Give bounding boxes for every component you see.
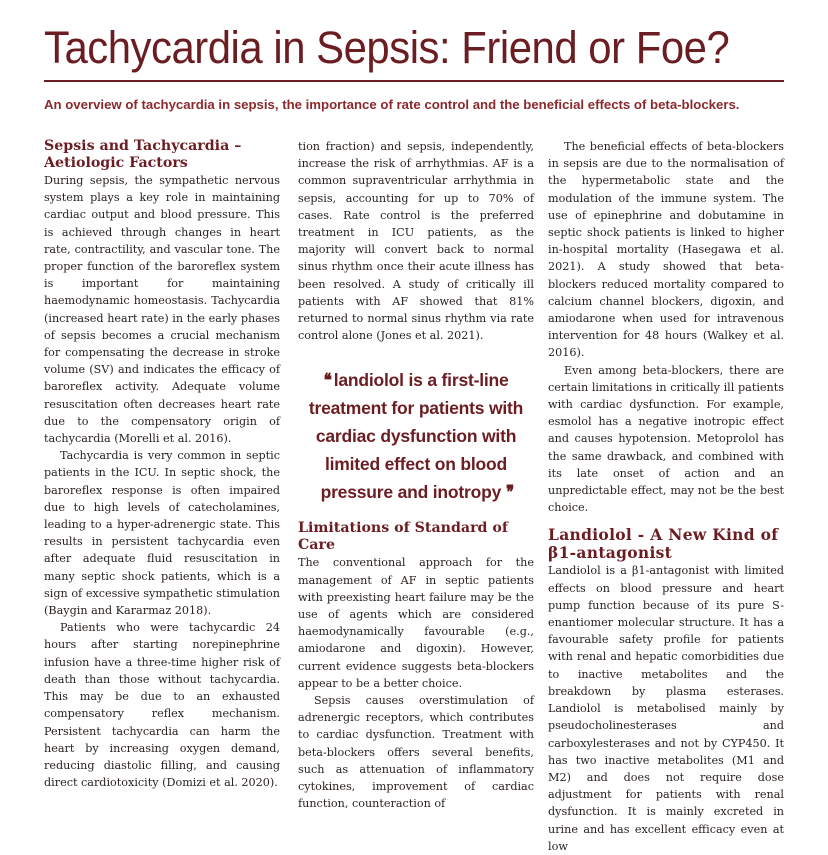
paragraph: Even among beta-blockers, there are certain limitations in critically ill patients with cardiac dysfunction. For example, esmolol has a negative inotropic effect and causes hypotension. Metoprolol has the same drawback, and combined with its late onset of action and an unpredictable effect, may not be the best choice.: [548, 363, 784, 515]
pull-quote-text: landiolol is a first-line treatment for patients with cardiac dysfunction with limited effect on blood pressure and inotropy: [308, 370, 524, 503]
paragraph: tion fraction) and sepsis, independently, increase the risk of arrhythmias. AF is a common supraventricular arrhythmia in sepsis, accounting for up to 70% of cases. Rate control is the preferred treatment in ICU patients, as the majority will convert back to normal sinus rhythm once their acute illness has been resolved. A study of critically ill patients with AF showed that 81% returned to normal sinus rhythm via rate control alone (Jones et al. 2021).: [298, 140, 534, 343]
pull-quote: [298, 366, 534, 506]
paragraph: During sepsis, the sympathetic nervous system plays a key role in maintaining cardiac output and blood pressure. This is achieved through changes in heart rate, contractility, and vascular tone. The proper function of the baroreflex system is important for maintaining haemodynamic homeostasis. Tachycardia (increased heart rate) in the early phases of sepsis becomes a crucial mechanism for compensating the decrease in stroke volume (SV) and indicates the efficacy of baroreflex activity. Adequate volume resuscitation often decreases heart rate due to the compensatory origin of tachycardia (Morelli et al. 2016).: [44, 174, 280, 446]
section-heading-limitations: Limitations of Standard of Care: [298, 520, 508, 554]
article-subtitle: An overview of tachycardia in sepsis, the importance of rate control and the beneficial effects of beta-blockers.: [44, 97, 740, 112]
close-quote-icon: ❜❜: [505, 482, 512, 503]
section-heading-aetiologic: Sepsis and Tachycardia – Aetiologic Factors: [44, 138, 242, 171]
paragraph: Tachycardia is very common in septic patients in the ICU. In septic shock, the baroreflex response is often impaired due to high levels of catecholamines, leading to a hyper-adrenergic state. This results in persistent tachycardia even after adequate fluid resuscitation in many septic shock patients, which is a sign of excessive sympathetic stimulation (Baygin and Kararmaz 2018).: [44, 449, 280, 618]
column-1: [44, 138, 280, 791]
section-heading-landiolol: Landiolol - A New Kind of β1-antagonist: [548, 525, 779, 563]
paragraph: Patients who were tachycardic 24 hours after starting norepinephrine infusion have a three-time higher risk of death than those without tachycardia. This may be due to an exhausted compensatory reflex mechanism. Persistent tachycardia can harm the heart by increasing oxygen demand, reducing diastolic filling, and causing direct cardiotoxicity (Domizi et al. 2020).: [44, 621, 280, 790]
paragraph: Landiolol is a β1-antagonist with limited effects on blood pressure and heart pump function because of its pure S-enantiomer molecular structure. It has a favourable safety profile for patients with renal and hepatic comorbidities due to inactive metabolites and the breakdown by plasma esterases. Landiolol is metabolised mainly by pseudocholinesterases and carboxylesterases and not by CYP450. It has two inactive metabolites (M1 and M2) and does not require dose adjustment for patients with renal dysfunction. It is mainly excreted in urine and has excellent efficacy even at low: [548, 564, 784, 853]
article-title: Tachycardia in Sepsis: Friend or Foe?: [44, 22, 730, 73]
open-quote-icon: ❛❛: [323, 370, 330, 391]
paragraph: The beneficial effects of beta-blockers in sepsis are due to the normalisation of the hypermetabolic state and the modulation of the immune system. The use of epinephrine and dobutamine in septic shock patients is linked to higher in-hospital mortality (Hasegawa et al. 2021). A study showed that beta-blockers reduced mortality compared to calcium channel blockers, digoxin, and amiodarone when used for intravenous intervention for 48 hours (Walkey et al. 2016).: [548, 140, 784, 360]
column-2: [298, 138, 534, 812]
paragraph: The conventional approach for the management of AF in septic patients with preexisting heart failure may be the use of agents which are considered haemodynamically favourable (e.g., amiodarone and digoxin). However, current evidence suggests beta-blockers appear to be a better choice.: [298, 556, 534, 690]
paragraph: Sepsis causes overstimulation of adrenergic receptors, which contributes to cardiac dysfunction. Treatment with beta-blockers offers several benefits, such as attenuation of inflammatory cytokines, improvement of cardiac function, counteraction of: [298, 694, 534, 811]
column-3: [548, 138, 784, 855]
title-rule: [44, 80, 784, 82]
